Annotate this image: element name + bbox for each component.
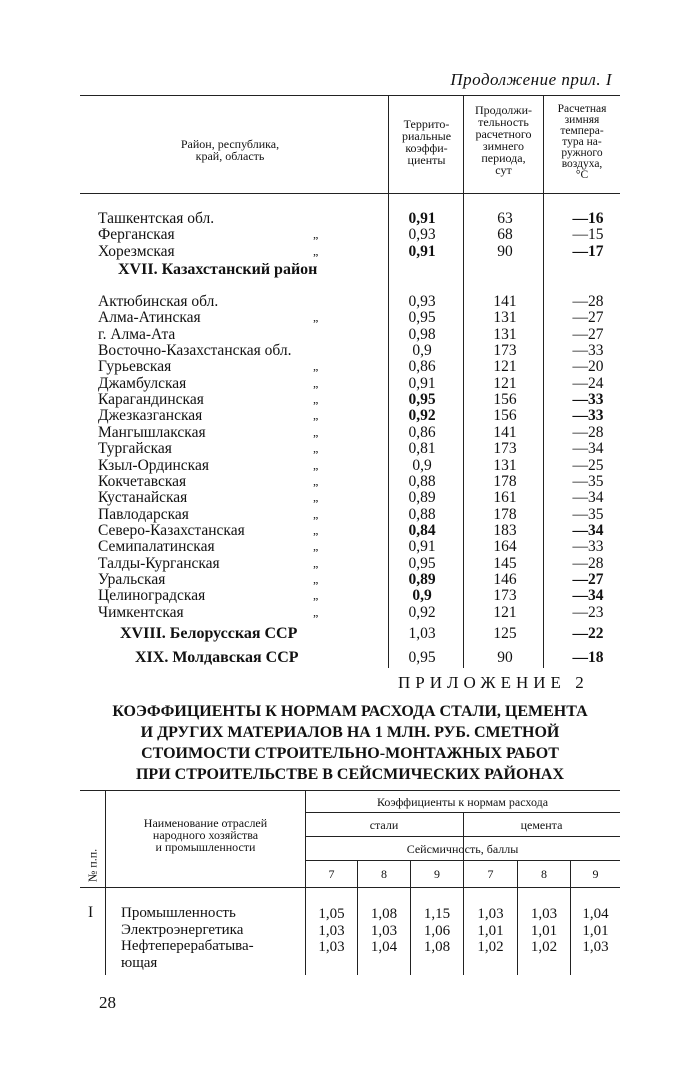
region-name: Кустанайская (98, 489, 188, 507)
ditto-mark: „ (313, 375, 319, 390)
duration-cell: 121 (493, 603, 517, 621)
temperature-cell: —20 (572, 358, 604, 376)
coefficient-cell: 0,98 (408, 325, 436, 343)
region-name: Восточно-Казахстанская обл. (98, 342, 292, 360)
duration-cell: 131 (493, 309, 517, 327)
temperature-cell: —35 (572, 472, 604, 490)
t2-row-number: I (88, 904, 94, 921)
temperature-cell: —27 (572, 570, 604, 588)
duration-cell: 125 (493, 625, 517, 642)
coefficient-value: 1,01 (530, 922, 558, 939)
seismic-point-5: 8 (541, 867, 547, 881)
coefficient-cell: 0,89 (408, 570, 436, 588)
temperature-cell: —35 (572, 505, 604, 523)
temperature-cell: —23 (572, 603, 604, 621)
coefficient-cell: 1,03 (408, 625, 436, 642)
temperature-cell: —27 (572, 325, 604, 343)
ditto-mark: „ (313, 588, 319, 603)
coefficient-cell: 0,95 (408, 554, 436, 572)
region-name: Тургайская (98, 440, 172, 458)
table1-col-divider-2 (463, 95, 464, 668)
table2-header-rule (80, 887, 620, 888)
region-name: Чимкентская (98, 603, 184, 621)
temperature-cell: —24 (572, 374, 604, 392)
ditto-mark: „ (313, 408, 319, 423)
t2-header-number: № п.п. (85, 848, 100, 883)
region-name: Мангышлакская (98, 423, 206, 441)
coefficient-value: 1,08 (370, 906, 398, 922)
temperature-cell: —16 (572, 210, 604, 227)
temperature-cell: —28 (572, 293, 604, 310)
coefficient-value: 1,05 (318, 906, 345, 922)
t2-header-coefficients: Коэффициенты к нормам расхода (376, 795, 549, 809)
coefficient-cell: 0,95 (408, 309, 436, 327)
temperature-cell: —25 (572, 456, 604, 474)
ditto-mark: „ (313, 473, 319, 488)
appendix-title-line-3: СТОИМОСТИ СТРОИТЕЛЬНО-МОНТАЖНЫХ РАБОТ (141, 745, 559, 762)
table2-top-rule (80, 790, 620, 791)
coefficient-value: 1,08 (423, 939, 451, 955)
appendix-title-line-2: И ДРУГИХ МАТЕРИАЛОВ НА 1 МЛН. РУБ. СМЕТНОЙ (140, 724, 560, 741)
table1-top-rule (80, 95, 620, 96)
duration-cell: 90 (497, 242, 513, 260)
coefficient-value: 1,15 (423, 906, 451, 922)
region-name: Павлодарская (98, 505, 189, 523)
appendix-label: ПРИЛОЖЕНИЕ 2 (398, 673, 589, 692)
coefficient-cell: 0,92 (408, 603, 436, 621)
ditto-mark: „ (313, 555, 319, 570)
seismic-point-6: 9 (592, 867, 599, 881)
coefficient-cell: 0,88 (408, 472, 436, 490)
seismic-point-4: 7 (487, 867, 494, 881)
coefficient-value: 1,03 (477, 906, 504, 922)
table1-header-rule (80, 193, 620, 194)
temperature-cell: —34 (572, 489, 604, 507)
appendix-title-line-1: КОЭФФИЦИЕНТЫ К НОРМАМ РАСХОДА СТАЛИ, ЦЕМЕНТА (112, 703, 588, 720)
coefficient-cell: 0,91 (408, 374, 436, 392)
region-name: Хорезмская (98, 242, 175, 260)
duration-cell: 121 (493, 358, 517, 376)
coefficient-cell: 0,88 (408, 505, 436, 523)
temperature-cell: —18 (572, 649, 604, 666)
duration-cell: 131 (493, 325, 517, 343)
temperature-cell: —33 (572, 407, 604, 425)
ditto-mark: „ (313, 227, 319, 242)
temperature-cell: —28 (572, 423, 604, 441)
region-name: Целиноградская (98, 587, 206, 605)
coefficient-cell: 0,9 (412, 456, 432, 474)
duration-cell: 178 (493, 472, 517, 490)
coefficient-cell: 0,81 (408, 440, 436, 458)
coefficient-value: 1,01 (582, 922, 609, 939)
region-name: Кзыл-Ординская (98, 456, 209, 474)
region-name: Джезказганская (98, 407, 203, 425)
t2-header-cement: цемента (520, 818, 563, 832)
region-name: Кокчетавская (98, 472, 187, 490)
duration-cell: 156 (493, 407, 517, 425)
ditto-mark: „ (313, 506, 319, 521)
temperature-cell: —15 (572, 226, 604, 244)
header-coefficient: Террито- риальные коэффи- циенты (401, 117, 452, 167)
coefficient-cell: 0,86 (408, 423, 436, 441)
coefficient-cell: 0,89 (408, 489, 436, 507)
region-name: Актюбинская обл. (98, 293, 219, 310)
coefficient-cell: 0,9 (412, 342, 432, 360)
temperature-cell: —27 (572, 309, 604, 327)
duration-cell: 164 (493, 538, 517, 556)
branch-name: Электроэнергетика (121, 921, 244, 938)
temperature-cell: —17 (572, 242, 604, 260)
duration-cell: 178 (493, 505, 517, 523)
branch-name: Нефтеперерабатыва- (121, 938, 254, 954)
header-temperature: Расчетная зимняя темпера- тура на- ружного воздуха, °C (557, 103, 607, 181)
t2-header-seismicity: Сейсмичность, баллы (406, 842, 519, 856)
duration-cell: 183 (493, 521, 517, 539)
temperature-cell: —22 (572, 625, 604, 642)
table2-divider-num (105, 790, 106, 975)
coefficient-cell: 0,91 (408, 242, 436, 260)
ditto-mark: „ (313, 539, 319, 554)
duration-cell: 131 (493, 456, 517, 474)
duration-cell: 173 (493, 342, 517, 360)
ditto-mark: „ (313, 490, 319, 505)
coefficient-cell: 0,95 (408, 391, 436, 409)
running-title: Продолжение прил. I (450, 70, 612, 89)
coefficient-cell: 0,91 (408, 210, 436, 227)
t2-header-steel: стали (369, 818, 399, 832)
ditto-mark: „ (313, 457, 319, 472)
coefficient-value: 1,04 (370, 939, 398, 955)
t2-header-branch: Наименование отраслей народного хозяйства и промышленности (143, 816, 268, 854)
coefficient-value: 1,01 (477, 922, 504, 939)
temperature-cell: —28 (572, 554, 604, 572)
coefficient-value: 1,04 (582, 906, 609, 922)
duration-cell: 145 (493, 554, 517, 572)
page-number: 28 (99, 993, 116, 1012)
coefficient-cell: 0,93 (408, 293, 436, 310)
coefficient-cell: 0,92 (408, 407, 436, 425)
coefficient-value: 1,03 (582, 939, 609, 955)
duration-cell: 156 (493, 391, 517, 409)
seismic-point-1: 7 (328, 867, 335, 881)
coefficient-value: 1,03 (530, 906, 558, 922)
region-name: Уральская (98, 570, 166, 588)
coefficient-cell: 0,91 (408, 538, 436, 556)
ditto-mark: „ (313, 441, 319, 456)
coefficient-value: 1,03 (318, 939, 345, 955)
ditto-mark: „ (313, 571, 319, 586)
coefficient-cell: 0,95 (408, 649, 436, 666)
duration-cell: 121 (493, 374, 517, 392)
ditto-mark: „ (313, 359, 319, 374)
duration-cell: 173 (493, 440, 517, 458)
temperature-cell: —34 (572, 521, 604, 539)
coefficient-cell: 0,93 (408, 226, 436, 244)
coefficient-value: 1,02 (477, 939, 504, 955)
ditto-mark: „ (313, 243, 319, 258)
ditto-mark: „ (313, 424, 319, 439)
ditto-mark: „ (313, 310, 319, 325)
region-name: Алма-Атинская (98, 309, 201, 327)
appendix-title-line-4: ПРИ СТРОИТЕЛЬСТВЕ В СЕЙСМИЧЕСКИХ РАЙОНАХ (135, 766, 564, 783)
temperature-cell: —34 (572, 440, 604, 458)
header-region: Район, республика, край, область (180, 137, 280, 163)
region-name: Семипалатинская (98, 538, 215, 556)
duration-cell: 90 (497, 649, 513, 666)
temperature-cell: —33 (572, 538, 604, 556)
region-name: Талды-Курганская (98, 554, 220, 572)
duration-cell: 141 (493, 293, 517, 310)
section-heading-17: XVII. Казахстанский район (118, 261, 318, 279)
coefficient-cell: 0,9 (412, 587, 432, 605)
branch-name: ющая (121, 954, 158, 971)
coefficient-value: 1,06 (423, 922, 451, 939)
seismic-point-3: 9 (434, 867, 440, 881)
temperature-cell: —33 (572, 391, 604, 409)
coefficient-value: 1,03 (370, 922, 398, 939)
ditto-mark: „ (313, 522, 319, 537)
duration-cell: 63 (497, 210, 513, 227)
ditto-mark: „ (313, 392, 319, 407)
coefficient-cell: 0,84 (408, 521, 436, 539)
coefficient-value: 1,03 (318, 922, 345, 939)
section-heading-18: XVIII. Белорусская ССР (120, 625, 298, 642)
region-name: Карагандинская (98, 391, 204, 409)
temperature-cell: —33 (572, 342, 604, 360)
section-heading-19: XIX. Молдавская ССР (135, 649, 299, 666)
region-name: Ферганская (98, 226, 175, 244)
ditto-mark: „ (313, 604, 319, 619)
duration-cell: 161 (493, 489, 517, 507)
region-name: Гурьевская (98, 358, 172, 376)
duration-cell: 141 (493, 423, 517, 441)
duration-cell: 146 (493, 570, 517, 588)
seismic-point-2: 8 (381, 867, 387, 881)
temperature-cell: —34 (572, 587, 604, 605)
region-name: Ташкентская обл. (98, 210, 215, 227)
coefficient-cell: 0,86 (408, 358, 436, 376)
region-name: Джамбулская (98, 374, 187, 392)
duration-cell: 173 (493, 587, 517, 605)
branch-name: Промышленность (121, 905, 236, 921)
coefficient-value: 1,02 (530, 939, 558, 955)
duration-cell: 68 (497, 226, 513, 244)
region-name: Северо-Казахстанская (98, 521, 245, 539)
header-duration: Продолжи- тельность расчетного зимнего периода, сут (475, 103, 532, 177)
region-name: г. Алма-Ата (98, 325, 176, 343)
table1-col-divider-1 (388, 95, 389, 668)
